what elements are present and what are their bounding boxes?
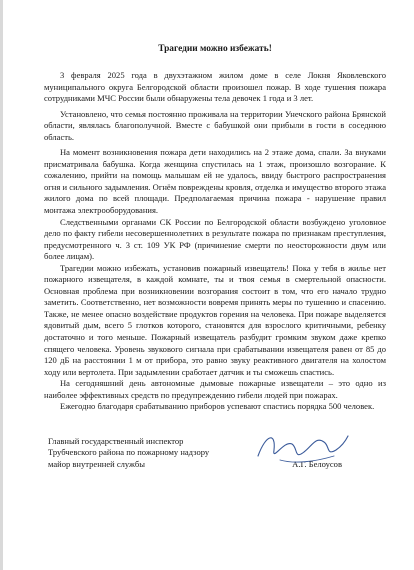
paragraph-family: Установлено, что семья постоянно проживала на территории Унечского района Брянской области, являлась благополучной. Вместе с бабушкой они прибыли в гости в соседнюю область. xyxy=(44,108,386,142)
paragraph-effectiveness: На сегодняшний день автономные дымовые пожарные извещатели – это одно из наиболее эффективных средств по предупреждению гибели людей при пожарах. xyxy=(44,378,386,400)
handwritten-signature xyxy=(254,426,350,472)
signer-name: А.Г. Белоусов xyxy=(292,458,342,469)
signer-position-line3: майор внутренней службы xyxy=(48,458,145,469)
paragraph-circumstances: На момент возникновения пожара дети находились на 2 этаже дома, спали. За внуками присматривала бабушка. Когда женщина спустилась на 1 этаж, произошло возгорание. К сожалению, прийти на помощь малышам ей не удалось, ввиду быстрого распространения огня и сильного задымления. Огнём повреждены кровля, отделка и имущество второго этажа жилого дома по всей площади. Предполагаемая причина пожара - нарушение правил монтажа электрооборудования. xyxy=(44,147,386,216)
document-title: Трагедии можно избежать! xyxy=(158,44,272,54)
paragraph-fire-event: 3 февраля 2025 года в двухэтажном жилом доме в селе Локня Яковлевского муниципального округа Белгородской области произошел пожар. В ходе тушения пожара сотрудниками МЧС России были обнаружены тела девочек 1 года и 3 лет. xyxy=(44,70,386,104)
paragraph-investigation: Следственными органами СК России по Белгородской области возбуждено уголовное дело по факту гибели несовершеннолетних в результате пожара по признакам преступления, предусмотренного ч. 3 ст. 109 УК РФ (причинение смерти по неосторожности двум или более лицам). xyxy=(44,216,386,262)
paragraph-statistics: Ежегодно благодаря срабатыванию приборов успевают спастись порядка 500 человек. xyxy=(60,401,375,412)
paragraph-smoke-detector: Трагедии можно избежать, установив пожарный извещатель! Пока у тебя в жилье нет пожарного извещателя, в каждой комнате, ты и твоя семья в смертельной опасности. Основная проблема при возникновении возгорания состоит в том, что его начало трудно заметить. Соответственно, нет возможности вовремя принять меры по тушению и спасению. Также, не менее опасно воздействие продуктов горения на человека. При пожаре выделяется ядовитый дым, всего 5 глотков которого, становятся для взрослого критичными, ребенку достаточно и того меньше. Пожарный извещатель разбудит громким звуком даже крепко спящего человека. Уровень звукового сигнала при срабатывании извещателя равен от 85 до 120 дБ на расстоянии 1 м от прибора, это равно звуку реактивного двигателя на холостом ходу или вертолета. При задымлении сработает датчик и ты сможешь спастись. xyxy=(44,262,386,377)
signature-block xyxy=(44,436,386,470)
signer-position-line1: Главный государственный инспектор xyxy=(48,435,184,446)
signer-position-line2: Трубчевского района по пожарному надзору xyxy=(48,447,210,458)
